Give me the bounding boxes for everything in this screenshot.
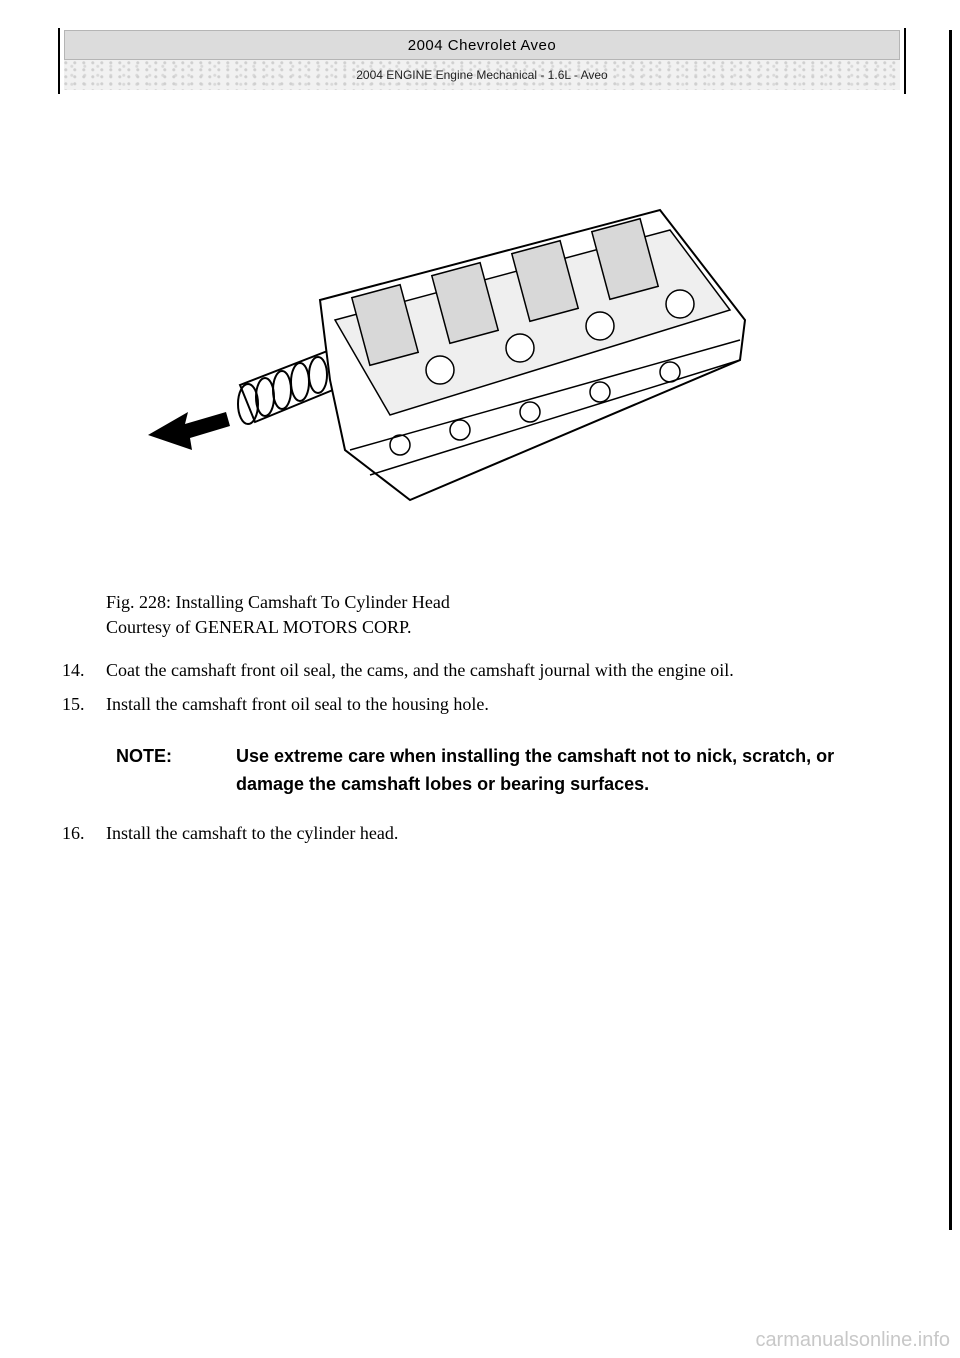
step-text: Install the camshaft front oil seal to the housing hole. [106,694,489,714]
note-label: NOTE: [116,746,172,766]
step-text: Install the camshaft to the cylinder head. [106,823,399,843]
document-subtitle: 2004 ENGINE Engine Mechanical - 1.6L - Aveo [64,60,900,90]
camshaft-cylinder-head-illustration [140,200,760,520]
document-title: 2004 Chevrolet Aveo [64,30,900,60]
figure-caption [106,590,450,640]
figure-caption-credit: Courtesy of GENERAL MOTORS CORP. [106,617,412,637]
step-text: Coat the camshaft front oil seal, the cams, and the camshaft journal with the engine oil. [106,660,734,680]
step-number: 15. [62,694,85,714]
header-right-rule [904,28,906,94]
figure-caption-title: Fig. 228: Installing Camshaft To Cylinder Head [106,592,450,612]
page-right-rule [949,30,952,1230]
step-number: 14. [62,660,85,680]
cylinder-head-drawing [320,210,745,500]
header-left-rule [58,28,60,94]
step-16 [62,823,398,844]
direction-arrow-icon [148,412,230,450]
step-number: 16. [62,823,85,843]
watermark: carmanualsonline.info [755,1329,950,1351]
step-15 [62,694,489,715]
note-text: Use extreme care when installing the camshaft not to nick, scratch, or damage the camshaft lobes or bearing surfaces. [236,746,835,794]
page-header [58,28,906,94]
step-14 [62,660,734,681]
